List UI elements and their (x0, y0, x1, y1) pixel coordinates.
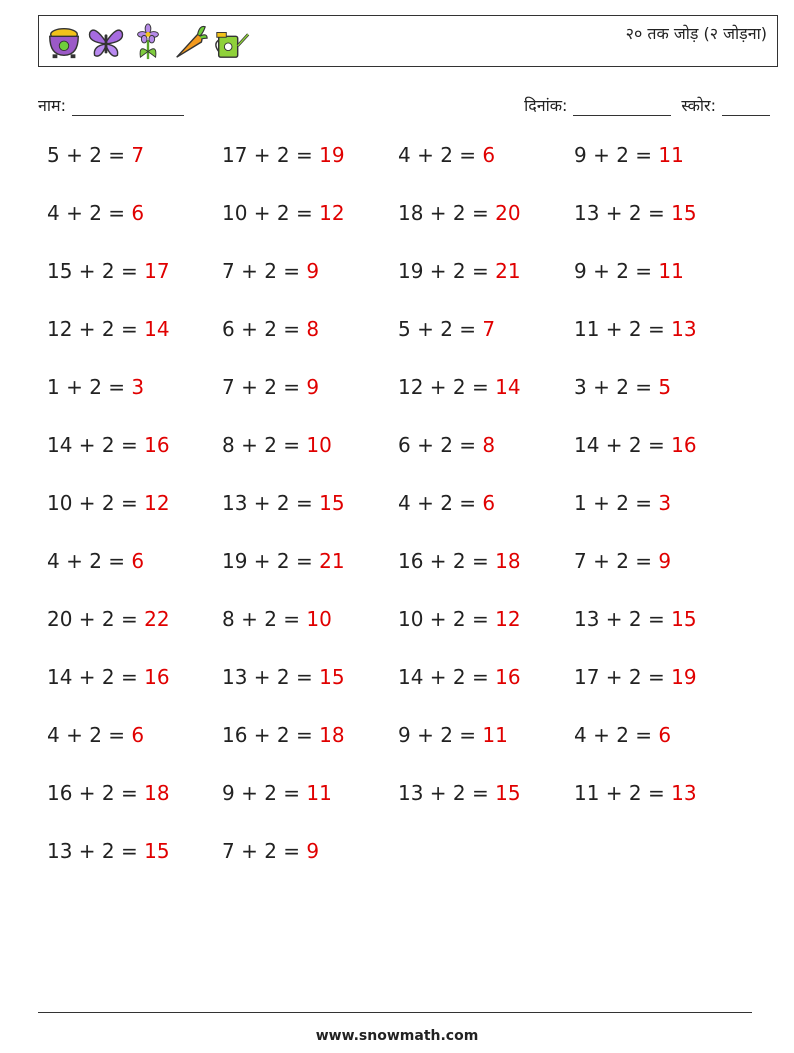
score-label: स्कोर: (681, 96, 716, 115)
problem-cell (222, 317, 319, 341)
problem-answer: 8 (306, 317, 320, 341)
problem-row (47, 201, 767, 235)
problem-answer: 20 (495, 201, 521, 225)
problem-question: 5 + 2 = (398, 317, 483, 341)
problem-row (47, 549, 767, 583)
problem-question: 10 + 2 = (47, 491, 145, 515)
name-label: नाम: (38, 96, 66, 115)
problem-answer: 6 (131, 201, 145, 225)
problem-question: 9 + 2 = (574, 143, 659, 167)
problem-answer: 18 (495, 549, 521, 573)
problem-answer: 8 (482, 433, 496, 457)
problem-cell (398, 607, 521, 631)
problem-question: 18 + 2 = (398, 201, 496, 225)
problem-cell (47, 665, 170, 689)
problem-cell (47, 491, 170, 515)
problem-answer: 21 (495, 259, 521, 283)
problem-cell (574, 143, 684, 167)
footer-url: www.snowmath.com (315, 1028, 479, 1044)
problem-row (47, 723, 767, 757)
problem-cell (398, 201, 521, 225)
problem-answer: 3 (658, 491, 672, 515)
problem-cell (47, 433, 170, 457)
problem-question: 10 + 2 = (222, 201, 320, 225)
problem-cell (47, 723, 144, 747)
problem-question: 20 + 2 = (47, 607, 145, 631)
problem-cell (222, 839, 319, 863)
problem-answer: 16 (671, 433, 697, 457)
problem-cell (47, 317, 170, 341)
problem-answer: 22 (144, 607, 170, 631)
problem-cell (574, 665, 697, 689)
problem-answer: 12 (495, 607, 521, 631)
problem-cell (574, 607, 697, 631)
problem-cell (222, 607, 332, 631)
problem-answer: 16 (144, 665, 170, 689)
problem-cell (47, 259, 170, 283)
problem-answer: 15 (495, 781, 521, 805)
problem-question: 17 + 2 = (222, 143, 320, 167)
problem-cell (574, 781, 697, 805)
problem-question: 19 + 2 = (398, 259, 496, 283)
problem-answer: 9 (306, 259, 320, 283)
problem-answer: 12 (319, 201, 345, 225)
problem-cell (398, 781, 521, 805)
score-field (681, 94, 770, 116)
date-label: दिनांक: (524, 96, 568, 115)
problem-question: 13 + 2 = (47, 839, 145, 863)
problem-cell (47, 375, 144, 399)
problem-row (47, 259, 767, 293)
problem-cell (222, 549, 345, 573)
problem-answer: 12 (144, 491, 170, 515)
problem-question: 4 + 2 = (47, 201, 132, 225)
problem-question: 6 + 2 = (222, 317, 307, 341)
problem-question: 13 + 2 = (222, 665, 320, 689)
problem-answer: 19 (671, 665, 697, 689)
problem-answer: 6 (131, 549, 145, 573)
problem-cell (574, 317, 697, 341)
watering-can-icon (213, 22, 251, 62)
problem-answer: 6 (482, 143, 496, 167)
problem-question: 10 + 2 = (398, 607, 496, 631)
problem-answer: 21 (319, 549, 345, 573)
problem-cell (574, 375, 671, 399)
problem-answer: 11 (482, 723, 508, 747)
problem-answer: 15 (319, 491, 345, 515)
problem-question: 9 + 2 = (398, 723, 483, 747)
carrot-icon (171, 22, 209, 62)
problem-row (47, 839, 767, 873)
problem-answer: 15 (144, 839, 170, 863)
problem-answer: 14 (144, 317, 170, 341)
problem-row (47, 491, 767, 525)
problem-question: 5 + 2 = (47, 143, 132, 167)
problem-answer: 6 (482, 491, 496, 515)
problem-cell (398, 143, 495, 167)
problem-answer: 7 (131, 143, 145, 167)
butterfly-icon (87, 22, 125, 62)
problem-cell (398, 259, 521, 283)
problem-question: 11 + 2 = (574, 781, 672, 805)
problem-question: 1 + 2 = (574, 491, 659, 515)
date-field (524, 94, 671, 116)
problem-answer: 7 (482, 317, 496, 341)
problem-answer: 10 (306, 433, 332, 457)
problem-question: 14 + 2 = (398, 665, 496, 689)
footer-divider (38, 1012, 752, 1013)
problem-answer: 11 (658, 143, 684, 167)
problem-question: 8 + 2 = (222, 607, 307, 631)
problem-question: 4 + 2 = (574, 723, 659, 747)
problem-cell (222, 491, 345, 515)
problem-row (47, 433, 767, 467)
problem-question: 3 + 2 = (574, 375, 659, 399)
problem-answer: 13 (671, 317, 697, 341)
problem-question: 17 + 2 = (574, 665, 672, 689)
problem-question: 15 + 2 = (47, 259, 145, 283)
problem-answer: 17 (144, 259, 170, 283)
problem-question: 14 + 2 = (574, 433, 672, 457)
problem-question: 16 + 2 = (222, 723, 320, 747)
score-blank-line (722, 99, 770, 116)
problem-cell (47, 607, 170, 631)
problem-answer: 9 (658, 549, 672, 573)
problem-cell (222, 201, 345, 225)
name-blank-line (72, 99, 184, 116)
problem-question: 6 + 2 = (398, 433, 483, 457)
problem-answer: 6 (131, 723, 145, 747)
problem-question: 4 + 2 = (47, 723, 132, 747)
problem-cell (47, 143, 144, 167)
problem-answer: 15 (671, 201, 697, 225)
problem-answer: 19 (319, 143, 345, 167)
problem-question: 14 + 2 = (47, 665, 145, 689)
problem-cell (574, 549, 671, 573)
problem-question: 11 + 2 = (574, 317, 672, 341)
problem-cell (574, 201, 697, 225)
problem-cell (398, 375, 521, 399)
problem-cell (574, 259, 684, 283)
worksheet-header (38, 15, 778, 67)
problem-question: 16 + 2 = (47, 781, 145, 805)
problem-cell (398, 491, 495, 515)
problem-answer: 11 (306, 781, 332, 805)
problem-cell (574, 433, 697, 457)
pot-of-gold-icon (45, 22, 83, 62)
problem-question: 16 + 2 = (398, 549, 496, 573)
problem-question: 19 + 2 = (222, 549, 320, 573)
problem-answer: 18 (319, 723, 345, 747)
problem-row (47, 607, 767, 641)
problem-question: 12 + 2 = (398, 375, 496, 399)
problem-cell (222, 665, 345, 689)
problem-question: 8 + 2 = (222, 433, 307, 457)
problem-cell (398, 317, 495, 341)
worksheet-title: २० तक जोड़ (२ जोड़ना) (625, 24, 767, 43)
problem-row (47, 143, 767, 177)
problem-cell (47, 781, 170, 805)
problem-cell (222, 781, 332, 805)
problem-row (47, 665, 767, 699)
problem-row (47, 781, 767, 815)
problem-question: 13 + 2 = (574, 607, 672, 631)
problem-answer: 3 (131, 375, 145, 399)
problem-cell (398, 433, 495, 457)
problem-answer: 14 (495, 375, 521, 399)
problem-question: 4 + 2 = (398, 491, 483, 515)
problem-question: 13 + 2 = (222, 491, 320, 515)
problem-answer: 16 (144, 433, 170, 457)
problem-cell (47, 201, 144, 225)
problem-answer: 9 (306, 375, 320, 399)
problem-question: 12 + 2 = (47, 317, 145, 341)
problem-answer: 16 (495, 665, 521, 689)
problem-cell (222, 723, 345, 747)
problem-question: 7 + 2 = (574, 549, 659, 573)
problem-cell (47, 549, 144, 573)
problem-cell (222, 259, 319, 283)
problem-answer: 6 (658, 723, 672, 747)
problem-row (47, 317, 767, 351)
student-info-row (38, 94, 770, 116)
problem-question: 7 + 2 = (222, 839, 307, 863)
problem-answer: 13 (671, 781, 697, 805)
problem-question: 13 + 2 = (574, 201, 672, 225)
problem-question: 13 + 2 = (398, 781, 496, 805)
problem-cell (398, 665, 521, 689)
problem-cell (222, 433, 332, 457)
problem-cell (398, 549, 521, 573)
problem-cell (398, 723, 508, 747)
problem-answer: 9 (306, 839, 320, 863)
problem-row (47, 375, 767, 409)
problem-question: 7 + 2 = (222, 375, 307, 399)
problem-question: 9 + 2 = (574, 259, 659, 283)
problem-answer: 5 (658, 375, 672, 399)
problem-answer: 15 (671, 607, 697, 631)
problem-answer: 10 (306, 607, 332, 631)
date-blank-line (573, 99, 671, 116)
problem-cell (222, 143, 345, 167)
problem-question: 4 + 2 = (47, 549, 132, 573)
flower-icon (129, 22, 167, 62)
problem-question: 7 + 2 = (222, 259, 307, 283)
name-field (38, 94, 184, 116)
problem-cell (47, 839, 170, 863)
date-score-block (524, 94, 770, 116)
problem-cell (574, 723, 671, 747)
problem-answer: 11 (658, 259, 684, 283)
problem-question: 14 + 2 = (47, 433, 145, 457)
header-icons (45, 22, 251, 62)
problem-answer: 15 (319, 665, 345, 689)
problem-cell (222, 375, 319, 399)
problem-question: 9 + 2 = (222, 781, 307, 805)
problem-cell (574, 491, 671, 515)
problem-question: 4 + 2 = (398, 143, 483, 167)
problem-answer: 18 (144, 781, 170, 805)
problem-question: 1 + 2 = (47, 375, 132, 399)
